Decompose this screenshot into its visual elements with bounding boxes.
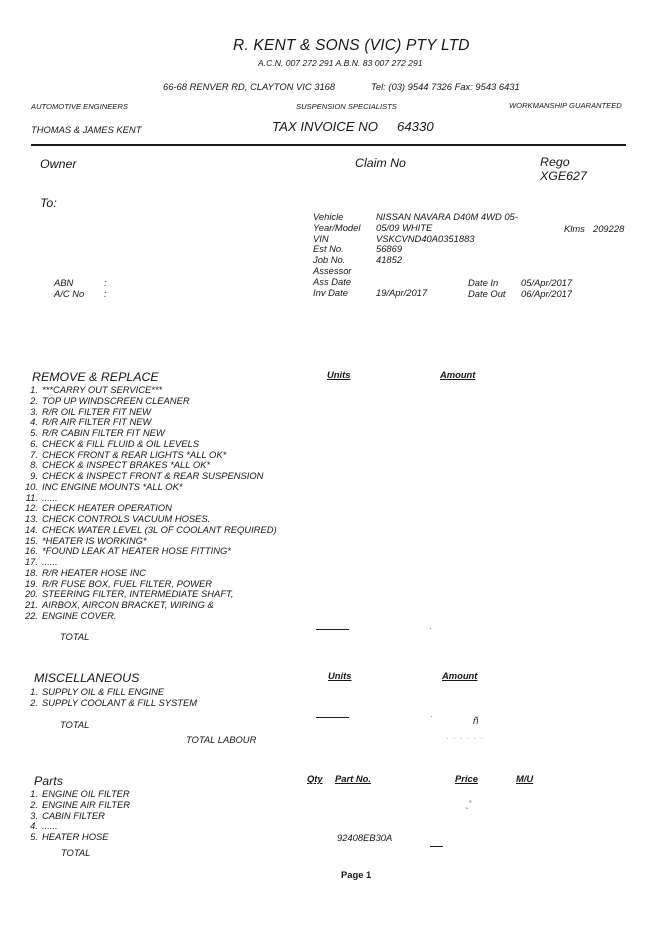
parts-mu-header: M/U [516, 773, 534, 784]
misc-list [22, 687, 197, 709]
line-item-text: CHECK & INSPECT BRAKES *ALL OK* [42, 459, 211, 471]
year-model-label: Year/Model [313, 221, 361, 233]
parts-price-header: Price [455, 773, 478, 784]
line-item-number: 2. [30, 394, 38, 406]
rego-label: Rego [540, 155, 570, 169]
to-label: To: [40, 196, 57, 210]
line-item-text: R/R FUSE BOX, FUEL FILTER, POWER [42, 577, 212, 589]
line-item-text: INC ENGINE MOUNTS *ALL OK* [42, 480, 183, 492]
line-item-number: 2. [30, 798, 38, 810]
misc-heading: MISCELLANEOUS [34, 671, 140, 685]
line-item-text: ENGINE COVER. [42, 609, 117, 621]
line-item-text: ...... [42, 556, 58, 567]
line-item-number: 3. [30, 405, 38, 417]
rego-value: XGE627 [540, 169, 587, 183]
ac-no-label: A/C No [54, 288, 85, 299]
misc-units-header: Units [328, 670, 352, 681]
ac-no-colon: : [104, 288, 107, 299]
scan-speck: · [429, 624, 432, 633]
line-item-number: 8. [30, 459, 38, 471]
line-item-text: CHECK CONTROLS VACUUM HOSES. [42, 513, 211, 524]
line-item-text: R/R AIR FILTER FIT NEW [42, 416, 152, 428]
line-item-number: 7. [30, 448, 38, 460]
parts-list [22, 789, 130, 843]
line-item-text: *FOUND LEAK AT HEATER HOSE FITTING* [42, 545, 231, 557]
vehicle-label: Vehicle [313, 211, 344, 222]
est-no-value: 56869 [376, 243, 403, 255]
proprietors: THOMAS & JAMES KENT [31, 124, 142, 135]
page-number: Page 1 [341, 869, 372, 880]
line-item-number: 5. [30, 831, 38, 842]
line-item-number: 3. [30, 809, 38, 821]
date-out-label: Date Out [468, 288, 506, 299]
parts-total-label: TOTAL [61, 847, 91, 858]
line-item-number: 22. [24, 609, 38, 621]
scan-speck: · [430, 712, 433, 721]
line-item-text: SUPPLY OIL & FILL ENGINE [42, 686, 165, 697]
rr-units-total-line [316, 629, 349, 630]
line-item-number: 4. [30, 820, 38, 832]
misc-units-total-line [316, 717, 349, 718]
line-item-number: 6. [30, 437, 38, 449]
parts-price-total-line [430, 846, 443, 847]
acn-abn: A.C.N. 007 272 291 A.B.N. 83 007 272 291 [258, 58, 423, 68]
line-item-text: TOP UP WINDSCREEN CLEANER [42, 394, 190, 406]
abn-label: ABN [54, 277, 74, 288]
vin-value: VSKCVND40A0351883 [376, 232, 475, 244]
line-item-text: R/R CABIN FILTER FIT NEW [42, 427, 165, 438]
assessor-label: Assessor [313, 264, 352, 276]
line-item-number: 1. [30, 384, 38, 395]
line-item-text: HEATER HOSE [42, 831, 109, 842]
line-item-text: *HEATER IS WORKING* [42, 534, 147, 546]
line-item-number: 1. [30, 788, 38, 799]
rr-total-label: TOTAL [60, 631, 90, 642]
line-item-number: 15. [24, 534, 38, 546]
header-divider [31, 144, 626, 146]
line-item-number: 18. [24, 566, 38, 578]
line-item-text: CABIN FILTER [42, 809, 105, 821]
job-no-label: Job No. [313, 254, 346, 266]
line-item-text: CHECK HEATER OPERATION [42, 502, 172, 514]
inv-date-value: 19/Apr/2017 [376, 286, 428, 298]
line-item-text: ...... [42, 820, 58, 832]
heater-hose-part-number: 92408EB30A [337, 832, 393, 843]
date-in-label: Date In [468, 277, 499, 288]
date-out-value: 06/Apr/2017 [521, 288, 573, 299]
line-item-number: 19. [24, 577, 38, 589]
ass-date-label: Ass Date [313, 275, 352, 287]
invoice-number: 64330 [397, 119, 434, 134]
est-no-label: Est No. [313, 243, 344, 255]
misc-amount-header: Amount [442, 670, 478, 681]
year-model-value: 05/09 WHITE [376, 221, 433, 233]
line-item-number: 2. [30, 696, 38, 708]
line-item-number: 21. [24, 599, 38, 610]
owner-label: Owner [40, 157, 77, 171]
parts-heading: Parts [34, 774, 63, 788]
line-item-number: 11. [25, 491, 38, 503]
line-item-number: 1. [30, 686, 38, 697]
claim-no-label: Claim No [355, 156, 406, 170]
company-address: 66-68 RENVER RD, CLAYTON VIC 3168 [163, 81, 336, 92]
line-item-number: 14. [24, 523, 38, 535]
tagline-right: WORKMANSHIP GUARANTEED [509, 101, 622, 110]
line-item-text: ENGINE AIR FILTER [42, 798, 131, 810]
line-item [22, 698, 197, 709]
kms-value: 209228 [593, 223, 625, 234]
misc-total-label: TOTAL [60, 719, 90, 730]
remove-replace-heading: REMOVE & REPLACE [32, 370, 159, 384]
tagline-left: AUTOMOTIVE ENGINEERS [31, 102, 128, 111]
parts-qty-header: Qty [307, 773, 323, 784]
abn-colon: : [104, 277, 107, 288]
line-item-text: ...... [42, 491, 58, 503]
scan-mark: ñ [473, 716, 479, 727]
invoice-label: TAX INVOICE NO [272, 119, 379, 134]
line-item-number: 12. [24, 502, 38, 514]
line-item-text: STEERING FILTER, INTERMEDIATE SHAFT, [42, 588, 234, 600]
line-item [22, 832, 130, 843]
scan-dots: · · · · · · [446, 734, 485, 743]
total-labour-label: TOTAL LABOUR [186, 734, 257, 745]
tagline-center: SUSPENSION SPECIALISTS [296, 102, 397, 111]
company-phone-fax: Tel: (03) 9544 7326 Fax: 9543 6431 [371, 81, 520, 92]
line-item [22, 811, 130, 822]
inv-date-label: Inv Date [313, 286, 348, 298]
job-no-value: 41852 [376, 254, 403, 266]
line-item-text: CHECK WATER LEVEL (3L OF COOLANT REQUIRED) [42, 523, 277, 535]
line-item-number: 16. [24, 545, 38, 557]
line-item-number: 20. [24, 588, 38, 600]
line-item-number: 10. [24, 480, 38, 492]
remove-replace-list [22, 385, 277, 622]
line-item-text: ***CARRY OUT SERVICE*** [42, 384, 163, 395]
line-item-number: 9. [30, 470, 38, 481]
line-item-text: AIRBOX, AIRCON BRACKET, WIRING & [42, 599, 214, 610]
vehicle-value: NISSAN NAVARA D40M 4WD 05- [376, 211, 518, 222]
line-item-text: R/R HEATER HOSE INC [42, 566, 147, 578]
line-item [22, 525, 277, 536]
line-item-number: 5. [30, 427, 38, 438]
line-item [22, 396, 277, 407]
scan-mark: ˛˚ [466, 800, 472, 809]
line-item-text: CHECK & FILL FLUID & OIL LEVELS [42, 437, 200, 449]
line-item [22, 439, 277, 450]
line-item-text: SUPPLY COOLANT & FILL SYSTEM [42, 696, 198, 708]
line-item [22, 546, 277, 557]
line-item [22, 568, 277, 579]
parts-partno-header: Part No. [335, 773, 371, 784]
line-item-text: CHECK & INSPECT FRONT & REAR SUSPENSION [42, 470, 264, 481]
line-item-text: R/R OIL FILTER FIT NEW [42, 405, 152, 417]
line-item-text: ENGINE OIL FILTER [42, 788, 130, 799]
vehicle-labels [313, 212, 360, 298]
company-name: R. KENT & SONS (VIC) PTY LTD [233, 37, 470, 54]
line-item-text: CHECK FRONT & REAR LIGHTS *ALL OK* [42, 448, 227, 460]
line-item [22, 482, 277, 493]
kms-label: Klms [564, 223, 585, 234]
line-item [22, 611, 277, 622]
line-item [22, 800, 130, 811]
rr-units-header: Units [327, 369, 351, 380]
line-item-number: 4. [30, 416, 38, 428]
date-in-value: 05/Apr/2017 [521, 277, 573, 288]
line-item-number: 13. [24, 513, 38, 524]
rr-amount-header: Amount [440, 369, 476, 380]
line-item-number: 17. [24, 556, 38, 567]
vin-label: VIN [313, 232, 329, 244]
